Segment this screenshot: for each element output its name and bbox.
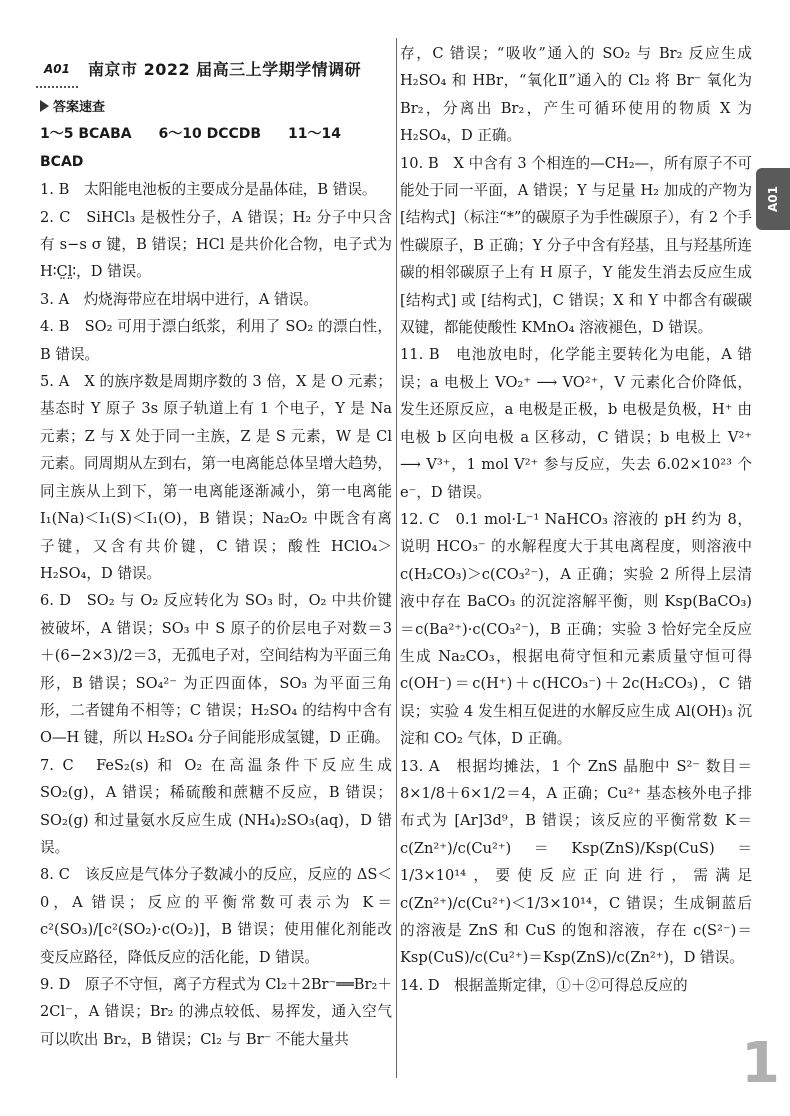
answer-paragraph: 11. B 电池放电时，化学能主要转化为电能，A 错误；a 电极上 VO₂⁺ ⟶ VO²⁺，V 元素化合价降低，发生还原反应，a 电极是正极，b 电极是负极，H⁺ 由电极 b 区向电极 a 区移动，C 错误；b 电极上 V²⁺ ⟶ V³⁺，1 mol V²⁺ 参与反应，失去 6.02×10²³ 个 e⁻，D 错误。 <box>400 346 752 501</box>
answer-group: 6～10 DCCDB <box>158 126 262 143</box>
answer-key <box>40 121 392 176</box>
answer-group: 11～14 BCAD <box>40 126 341 170</box>
triangle-icon <box>40 100 49 112</box>
side-tab <box>756 168 790 230</box>
section-heading <box>40 94 392 121</box>
page-title: 南京市 2022 届高三上学期学情调研 <box>88 60 362 80</box>
paper-badge: A01 <box>40 56 74 83</box>
answer-paragraph: 8. C 该反应是气体分子数减小的反应，反应的 ΔS＜0，A 错误；反应的平衡常数可表示为 K＝c²(SO₃)/[c²(SO₂)·c(O₂)]，B 错误；使用催化剂能改变反应路径，降低反应的活化能，D 错误。 <box>40 866 392 966</box>
right-column <box>400 40 752 999</box>
answer-paragraph: 10. B X 中含有 3 个相连的—CH₂—，所有原子不可能处于同一平面，A 错误；Y 与足量 H₂ 加成的产物为 [结构式]（标注“*”的碳原子为手性碳原子），有 2 个手性碳原子，B 正确；Y 分子中含有羟基，且与羟基所连碳的相邻碳原子上有 H 原子，Y 能发生消去反应生成 [结构式] 或 [结构式]，C 错误；X 和 Y 中都含有碳碳双键，都能使酸性 KMnO₄ 溶液褪色，D 错误。 <box>400 154 752 337</box>
answer-paragraph: 14. D 根据盖斯定律，①＋②可得总反应的 <box>400 976 688 994</box>
answer-paragraph: 3. A 灼烧海带应在坩埚中进行，A 错误。 <box>40 290 318 308</box>
page-number: 1 <box>741 1031 780 1096</box>
answer-paragraph: 13. A 根据均摊法，1 个 ZnS 晶胞中 S²⁻ 数目＝8×1/8＋6×1/2＝4，A 正确；Cu²⁺ 基态核外电子排布式为 [Ar]3d⁹，B 错误；该反应的平衡常数 K＝c(Zn²⁺)/c(Cu²⁺)＝Ksp(ZnS)/Ksp(CuS)＝1/3×10¹⁴，要使反应正向进行，需满足 c(Zn²⁺)/c(Cu²⁺)＜1/3×10¹⁴，C 错误；生成铜蓝后的溶液是 ZnS 和 CuS 的饱和溶液，存在 c(S²⁻)＝Ksp(CuS)/c(Cu²⁺)＝Ksp(ZnS)/c(Zn²⁺)，D 错误。 <box>400 757 752 967</box>
answer-paragraph: 4. B SO₂ 可用于漂白纸浆，利用了 SO₂ 的漂白性，B 错误。 <box>40 318 392 363</box>
left-column <box>40 40 392 1053</box>
answer-paragraph: 9. D 原子不守恒，离子方程式为 Cl₂＋2Br⁻══Br₂＋2Cl⁻，A 错误；Br₂ 的沸点较低、易挥发，通入空气可以吹出 Br₂，B 错误；Cl₂ 与 Br⁻ 不能大量共 <box>40 976 392 1048</box>
answer-paragraph: 7. C FeS₂(s) 和 O₂ 在高温条件下反应生成 SO₂(g)，A 错误；稀硫酸和蔗糖不反应，B 错误；SO₂(g) 和过量氨水反应生成 (NH₄)₂SO₃(aq)，D 错误。 <box>40 756 392 856</box>
answer-paragraph: 5. A X 的族序数是周期序数的 3 倍，X 是 O 元素；基态时 Y 原子 3s 原子轨道上有 1 个电子，Y 是 Na 元素；Z 与 X 处于同一主族，Z 是 S 元素，W 是 Cl 元素。同周期从左到右，第一电离能总体呈增大趋势，同主族从上到下，第一电离能逐渐减小，第一电离能 I₁(Na)＜I₁(S)＜I₁(O)，B 错误；Na₂O₂ 中既含有离子键，又含有共价键，C 错误；酸性 HClO₄＞H₂SO₄，D 错误。 <box>40 373 392 582</box>
answer-paragraph: 2. C SiHCl₃ 是极性分子，A 错误；H₂ 分子中只含有 s−s σ 键，B 错误；HCl 是共价化合物，电子式为 H∶C̤l̤∶，D 错误。 <box>40 208 392 281</box>
answer-paragraph: 12. C 0.1 mol·L⁻¹ NaHCO₃ 溶液的 pH 约为 8，说明 HCO₃⁻ 的水解程度大于其电离程度，则溶液中 c(H₂CO₃)＞c(CO₃²⁻)，A 正确；实验 2 所得上层清液中存在 BaCO₃ 的沉淀溶解平衡，则 Ksp(BaCO₃)＝c(Ba²⁺)·c(CO₃²⁻)，B 正确；实验 3 恰好完全反应生成 Na₂CO₃，根据电荷守恒和元素质量守恒可得 c(OH⁻)＝c(H⁺)＋c(HCO₃⁻)＋2c(H₂CO₃)，C 错误；实验 4 发生相互促进的水解反应生成 Al(OH)₃ 沉淀和 CO₂ 气体，D 正确。 <box>400 510 752 748</box>
answer-paragraph: 1. B 太阳能电池板的主要成分是晶体硅，B 错误。 <box>40 181 377 199</box>
answer-group: 1～5 BCABA <box>40 126 132 143</box>
answer-paragraph: 6. D SO₂ 与 O₂ 反应转化为 SO₃ 时，O₂ 中共价键被破坏，A 错误；SO₃ 中 S 原子的价层电子对数＝3＋(6−2×3)/2＝3，无孤电子对，空间结构为平面三角形，B 错误；SO₄²⁻ 为正四面体，SO₃ 为平面三角形，二者键角不相等；C 错误；H₂SO₄ 的结构中含有 O—H 键，所以 H₂SO₄ 分子间能形成氢键，D 正确。 <box>40 592 392 747</box>
side-tab-label: A01 <box>766 186 780 212</box>
column-divider <box>396 38 397 1078</box>
answer-paragraph: 存，C 错误；“吸收”通入的 SO₂ 与 Br₂ 反应生成 H₂SO₄ 和 HBr，“氧化Ⅱ”通入的 Cl₂ 将 Br⁻ 氧化为 Br₂，分离出 Br₂，产生可循环使用的物质 X 为 H₂SO₄，D 正确。 <box>400 45 752 145</box>
page-header <box>40 50 392 90</box>
section-label: 答案速查 <box>53 100 106 115</box>
